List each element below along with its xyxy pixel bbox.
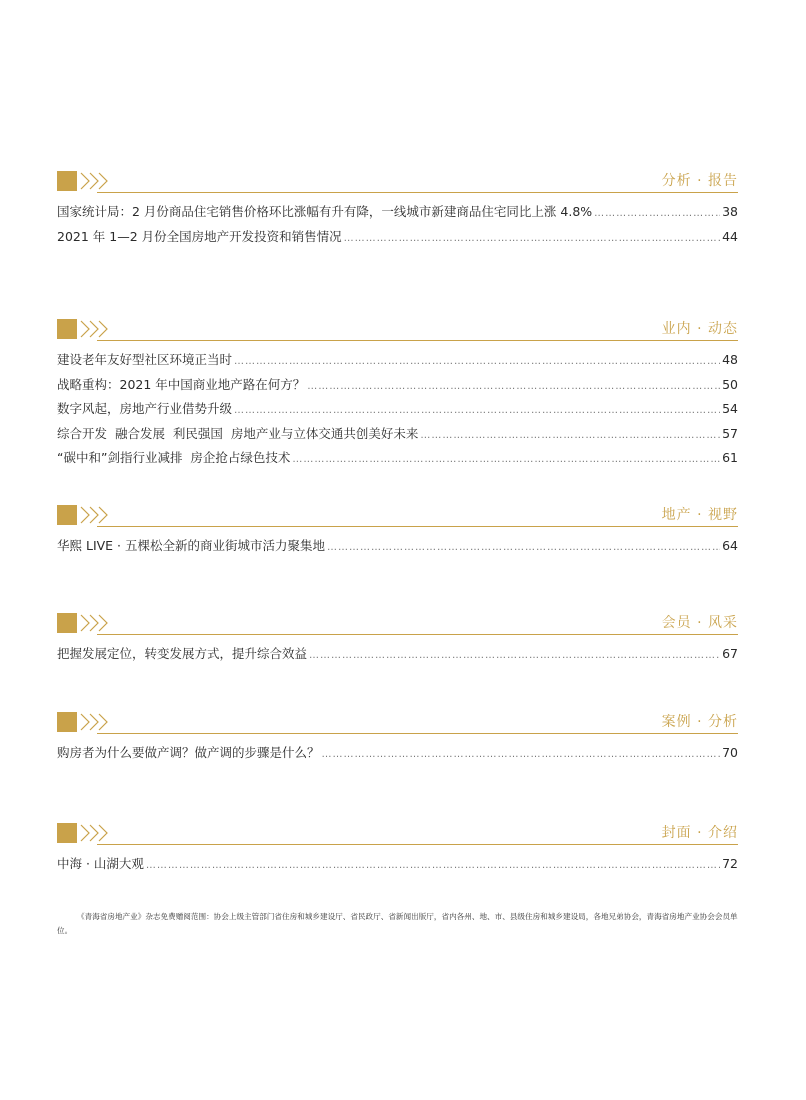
toc-entry-title: 综合开发 融合发展 利民强国 房地产业与立体交通共创美好未来 bbox=[57, 425, 419, 441]
section-title: 封面 · 介绍 bbox=[661, 825, 738, 841]
toc-entry-page: 64 bbox=[722, 538, 738, 553]
leader-dots bbox=[307, 381, 720, 392]
double-chevron-icon bbox=[79, 823, 109, 843]
leader-dots bbox=[344, 233, 720, 244]
distribution-footnote: 《青海省房地产业》杂志免费赠阅范围：协会上级主管部门省住房和城乡建设厅、省民政厅、省新闻出版厅，省内各州、地、市、县级住房和城乡建设局，各地兄弟协会，青海省房地产业协会会员单位。 bbox=[57, 912, 738, 935]
section-cover-intro bbox=[57, 823, 738, 879]
toc-entry-page: 57 bbox=[722, 425, 738, 441]
leader-dots bbox=[594, 208, 720, 219]
section-header bbox=[57, 712, 738, 734]
section-industry-news bbox=[57, 319, 738, 473]
toc-entry[interactable] bbox=[57, 448, 738, 473]
leader-dots bbox=[309, 650, 720, 661]
toc-entry-page: 61 bbox=[722, 450, 738, 465]
toc-entry[interactable] bbox=[57, 644, 738, 669]
toc-entry-page: 54 bbox=[722, 401, 738, 416]
toc-entry-title: 战略重构：2021 年中国商业地产路在何方？ bbox=[57, 376, 306, 392]
leader-dots bbox=[146, 860, 720, 871]
section-header bbox=[57, 823, 738, 845]
toc-entry-title: 数字风起，房地产行业借势升级 bbox=[57, 401, 233, 416]
section-title: 地产 · 视野 bbox=[661, 507, 738, 523]
section-title: 案例 · 分析 bbox=[661, 714, 738, 730]
double-chevron-icon bbox=[79, 613, 109, 633]
section-analysis-report bbox=[57, 171, 738, 251]
leader-dots bbox=[292, 454, 720, 465]
section-case-analysis bbox=[57, 712, 738, 768]
section-title: 会员 · 风采 bbox=[661, 615, 738, 631]
section-header bbox=[57, 171, 738, 193]
toc-entry-page: 48 bbox=[722, 352, 738, 367]
toc-entry[interactable] bbox=[57, 854, 738, 879]
toc-entry-page: 44 bbox=[722, 228, 738, 244]
leader-dots bbox=[234, 405, 720, 416]
section-member-showcase bbox=[57, 613, 738, 669]
toc-entry-title: 把握发展定位，转变发展方式，提升综合效益 bbox=[57, 646, 308, 661]
gold-square-icon bbox=[57, 319, 77, 339]
toc-entry[interactable] bbox=[57, 424, 738, 449]
toc-entry[interactable] bbox=[57, 743, 738, 768]
toc-entry-title: 2021 年 1—2 月份全国房地产开发投资和销售情况 bbox=[57, 228, 342, 244]
section-rule bbox=[97, 844, 738, 845]
toc-entry[interactable] bbox=[57, 350, 738, 375]
gold-square-icon bbox=[57, 505, 77, 525]
toc-entry-page: 38 bbox=[722, 204, 738, 219]
section-rule bbox=[97, 634, 738, 635]
section-title: 业内 · 动态 bbox=[661, 321, 738, 337]
section-header bbox=[57, 505, 738, 527]
leader-dots bbox=[327, 542, 720, 553]
gold-square-icon bbox=[57, 823, 77, 843]
double-chevron-icon bbox=[79, 171, 109, 191]
section-real-estate-vision bbox=[57, 505, 738, 561]
toc-entry[interactable] bbox=[57, 375, 738, 400]
toc-entry-page: 50 bbox=[722, 376, 738, 392]
double-chevron-icon bbox=[79, 319, 109, 339]
section-rule bbox=[97, 526, 738, 527]
section-header bbox=[57, 613, 738, 635]
toc-entry-title: 中海 · 山湖大观 bbox=[57, 856, 144, 871]
leader-dots bbox=[420, 430, 720, 441]
double-chevron-icon bbox=[79, 505, 109, 525]
gold-square-icon bbox=[57, 712, 77, 732]
toc-entry-title: 华熙 LIVE · 五棵松全新的商业街城市活力聚集地 bbox=[57, 538, 325, 553]
double-chevron-icon bbox=[79, 712, 109, 732]
toc-entry-title: “碳中和”剑指行业减排 房企抢占绿色技术 bbox=[57, 450, 291, 465]
gold-square-icon bbox=[57, 171, 77, 191]
section-header bbox=[57, 319, 738, 341]
toc-entry[interactable] bbox=[57, 202, 738, 227]
toc-entry[interactable] bbox=[57, 399, 738, 424]
section-title: 分析 · 报告 bbox=[661, 173, 738, 189]
toc-entry[interactable] bbox=[57, 227, 738, 252]
section-rule bbox=[97, 340, 738, 341]
leader-dots bbox=[234, 356, 720, 367]
toc-entry-title: 国家统计局：2 月份商品住宅销售价格环比涨幅有升有降，一线城市新建商品住宅同比上涨 4.8% bbox=[57, 204, 593, 219]
leader-dots bbox=[322, 749, 721, 760]
toc-entry-title: 购房者为什么要做产调？做产调的步骤是什么？ bbox=[57, 745, 320, 760]
toc-entry-page: 72 bbox=[722, 856, 738, 871]
toc-entry-page: 67 bbox=[722, 646, 738, 661]
gold-square-icon bbox=[57, 613, 77, 633]
toc-entry-title: 建设老年友好型社区环境正当时 bbox=[57, 352, 233, 367]
section-rule bbox=[97, 733, 738, 734]
section-rule bbox=[97, 192, 738, 193]
toc-entry[interactable] bbox=[57, 536, 738, 561]
toc-entry-page: 70 bbox=[722, 745, 738, 760]
